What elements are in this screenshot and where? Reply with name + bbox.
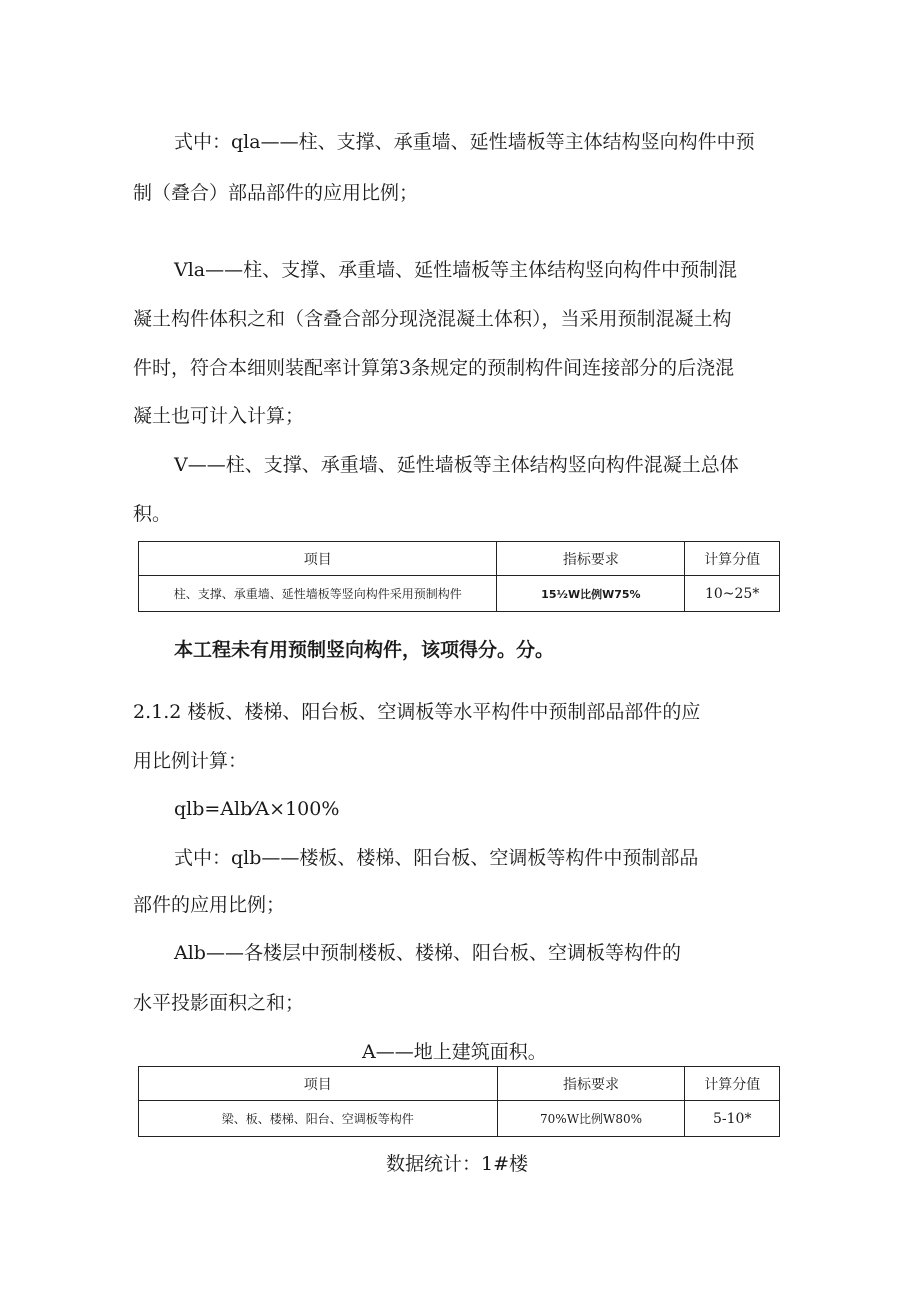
table-vertical-components	[138, 541, 780, 612]
footer-data-stats: 数据统计：1#楼	[386, 1153, 529, 1175]
header-requirement: 指标要求	[497, 542, 685, 576]
para4-line2: 部件的应用比例；	[133, 894, 286, 916]
para3-line2: 积。	[133, 503, 172, 525]
cell-requirement: 15¹⁄₂W比例W75%	[497, 576, 685, 612]
header-item: 项目	[139, 542, 497, 576]
para1-line1: 式中：qla——柱、支撑、承重墙、延性墙板等主体结构竖向构件中预	[174, 131, 755, 153]
para2-line3: 件时，符合本细则装配率计算第3条规定的预制构件间连接部分的后浇混	[133, 357, 735, 379]
cell-score: 5-10*	[685, 1101, 780, 1137]
para2-line2: 凝土构件体积之和（含叠合部分现浇混凝土体积），当采用预制混凝土构	[133, 308, 732, 330]
para6: A——地上建筑面积。	[362, 1041, 547, 1063]
para1-line2: 制（叠合）部品部件的应用比例；	[133, 182, 419, 204]
section-2-1-2-line2: 用比例计算：	[133, 750, 248, 772]
section-2-1-2-line1: 2.1.2 楼板、楼梯、阳台板、空调板等水平构件中预制部品部件的应	[133, 701, 701, 723]
table-header-row	[139, 542, 780, 576]
para5-line1: Alb——各楼层中预制楼板、楼梯、阳台板、空调板等构件的	[174, 942, 681, 964]
formula: qlb=Alb⁄A×100%	[174, 798, 340, 820]
header-score: 计算分值	[685, 1067, 780, 1101]
cell-requirement: 70%W比例W80%	[497, 1101, 685, 1137]
para4-line1: 式中：qlb——楼板、楼梯、阳台板、空调板等构件中预制部品	[174, 847, 699, 869]
header-requirement: 指标要求	[497, 1067, 685, 1101]
table-header-row	[139, 1067, 780, 1101]
para5-line2: 水平投影面积之和；	[133, 992, 305, 1014]
note-no-prefab: 本工程未有用预制竖向构件，该项得分。分。	[174, 639, 555, 661]
para2-line1: Vla——柱、支撑、承重墙、延性墙板等主体结构竖向构件中预制混	[174, 259, 738, 281]
para3-line1: V——柱、支撑、承重墙、延性墙板等主体结构竖向构件混凝土总体	[174, 454, 739, 476]
table-horizontal-components	[138, 1066, 780, 1137]
header-item: 项目	[139, 1067, 498, 1101]
table-row	[139, 1101, 780, 1137]
para2-line4: 凝土也可计入计算；	[133, 405, 305, 427]
cell-item: 梁、板、楼梯、阳台、空调板等构件	[139, 1101, 498, 1137]
table-row	[139, 576, 780, 612]
header-score: 计算分值	[685, 542, 780, 576]
cell-item: 柱、支撑、承重墙、延性墙板等竖向构件采用预制构件	[139, 576, 497, 612]
cell-score: 10~25*	[685, 576, 780, 612]
